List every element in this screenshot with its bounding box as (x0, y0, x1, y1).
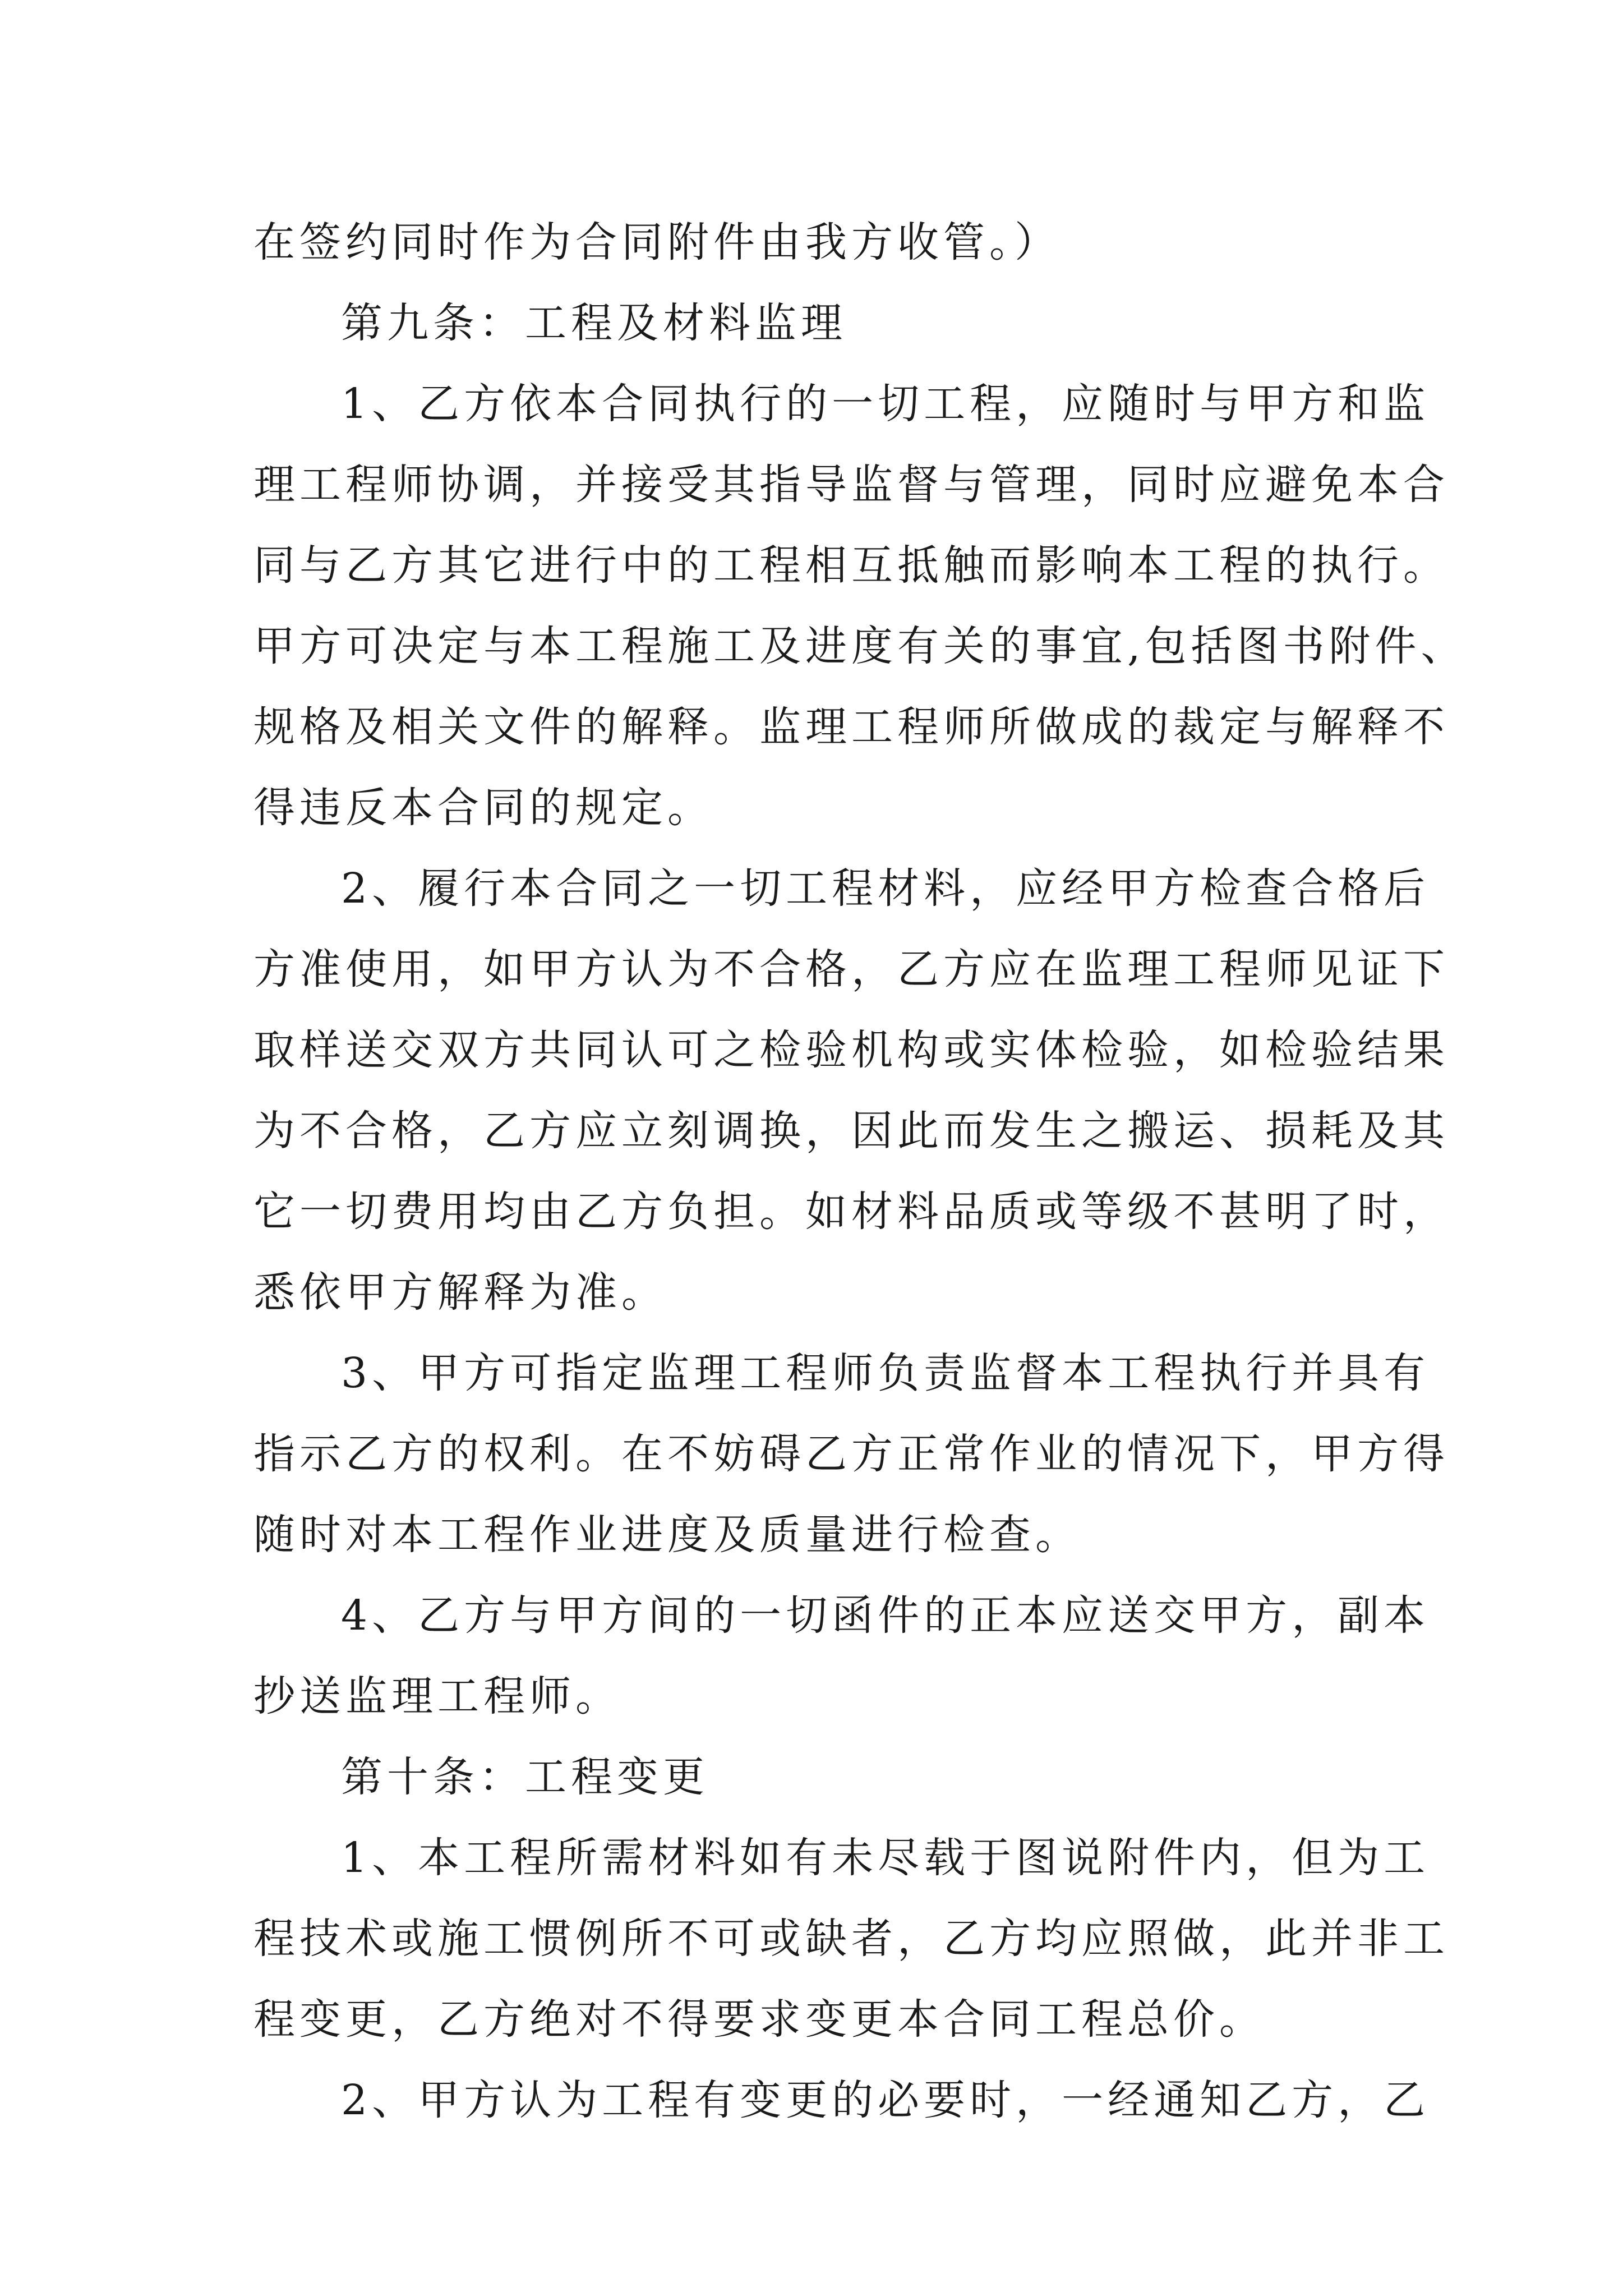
text-line: 2、甲方认为工程有变更的必要时，一经通知乙方，乙 (341, 2076, 1430, 2124)
text-line: 取样送交双方共同认可之检验机构或实体检验，如检验结果 (253, 1026, 1449, 1074)
text-line: 4、乙方与甲方间的一切函件的正本应送交甲方，副本 (341, 1591, 1430, 1640)
text-line: 规格及相关文件的解释。监理工程师所做成的裁定与解释不 (253, 703, 1449, 751)
text-line: 得违反本合同的规定。 (253, 784, 713, 832)
text-line: 为不合格，乙方应立刻调换，因此而发生之搬运、损耗及其 (253, 1107, 1449, 1155)
text-line: 方准使用，如甲方认为不合格，乙方应在监理工程师见证下 (253, 945, 1449, 993)
text-line: 1、乙方依本合同执行的一切工程，应随时与甲方和监 (341, 380, 1430, 428)
text-line: 随时对本工程作业进度及质量进行检查。 (253, 1511, 1081, 1559)
text-line: 2、履行本合同之一切工程材料，应经甲方检查合格后 (341, 864, 1430, 913)
contract-text-body (253, 202, 1467, 2141)
text-line: 程变更，乙方绝对不得要求变更本合同工程总价。 (253, 1995, 1265, 2044)
text-line: 第九条：工程及材料监理 (341, 299, 847, 347)
text-line: 抄送监理工程师。 (253, 1672, 621, 1720)
text-line: 悉依甲方解释为准。 (253, 1268, 667, 1317)
text-line: 同与乙方其它进行中的工程相互抵触而影响本工程的执行。 (253, 541, 1449, 590)
text-line: 第十条：工程变更 (341, 1753, 709, 1801)
text-line: 甲方可决定与本工程施工及进度有关的事宜,包括图书附件、 (253, 622, 1467, 670)
text-line: 1、本工程所需材料如有未尽载于图说附件内，但为工 (341, 1834, 1430, 1882)
text-line: 它一切费用均由乙方负担。如材料品质或等级不甚明了时， (253, 1188, 1449, 1236)
text-line: 3、甲方可指定监理工程师负责监督本工程执行并具有 (341, 1349, 1430, 1397)
text-line: 理工程师协调，并接受其指导监督与管理，同时应避免本合 (253, 461, 1449, 509)
text-line: 程技术或施工惯例所不可或缺者，乙方均应照做，此并非工 (253, 1915, 1449, 1963)
text-line: 在签约同时作为合同附件由我方收管。） (253, 218, 1061, 266)
text-line: 指示乙方的权利。在不妨碍乙方正常作业的情况下，甲方得 (253, 1430, 1449, 1478)
